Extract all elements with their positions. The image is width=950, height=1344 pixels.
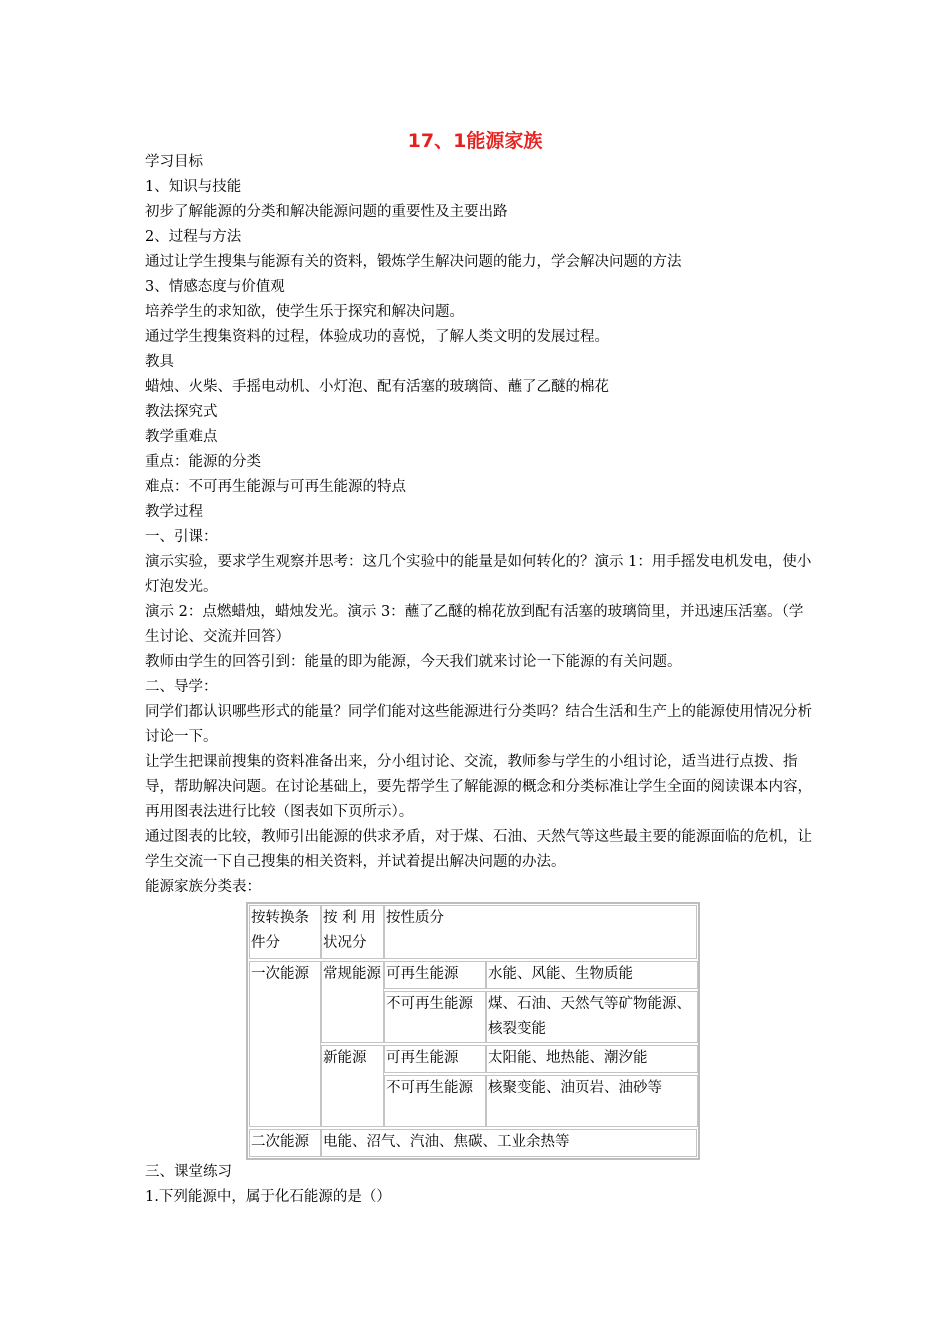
paragraph: 通过图表的比较，教师引出能源的供求矛盾，对于煤、石油、天然气等这些最主要的能源面临的危机，让学生交流一下自己搜集的相关资料，并试着提出解决问题的办法。 [145, 829, 812, 870]
paragraph: 一、引课： [145, 529, 218, 545]
paragraph: 教法探究式 [145, 404, 218, 420]
paragraph: 三、课堂练习 [145, 1164, 232, 1180]
paragraph: 演示 2：点燃蜡烛，蜡烛发光。演示 3：蘸了乙醚的棉花放到配有活塞的玻璃筒里，并迅速压活塞。（学生讨论、交流并回答） [145, 604, 804, 645]
paragraph: 通过学生搜集资料的过程，体验成功的喜悦，了解人类文明的发展过程。 [145, 329, 609, 345]
paragraph: 能源家族分类表： [145, 879, 261, 895]
renewable-label: 可再生能源 [384, 1045, 486, 1073]
paragraph: 初步了解能源的分类和解决能源问题的重要性及主要出路 [145, 204, 508, 220]
paragraph: 学习目标 [145, 154, 203, 170]
paragraph: 教学过程 [145, 504, 203, 520]
conventional-energy: 常规能源 [321, 961, 384, 1043]
nonrenewable-items: 核聚变能、油页岩、油砂等 [486, 1075, 698, 1127]
secondary-items: 电能、沼气、汽油、焦碳、工业余热等 [321, 1129, 697, 1157]
primary-energy: 一次能源 [249, 961, 321, 1127]
renewable-items: 水能、风能、生物质能 [486, 961, 698, 989]
paragraph: 难点：不可再生能源与可再生能源的特点 [145, 479, 406, 495]
paragraph: 通过让学生搜集与能源有关的资料，锻炼学生解决问题的能力，学会解决问题的方法 [145, 254, 682, 270]
paragraph: 1.下列能源中，属于化石能源的是（） [145, 1189, 391, 1205]
header-usage: 按 利 用状况分 [321, 905, 384, 959]
paragraph: 二、导学： [145, 679, 218, 695]
paragraph: 演示实验，要求学生观察并思考：这几个实验中的能量是如何转化的？演示 1：用手摇发电机发电，使小灯泡发光。 [145, 554, 812, 595]
header-conversion: 按转换条件分 [249, 905, 321, 959]
paragraph: 教具 [145, 354, 174, 370]
paragraph: 1、知识与技能 [145, 179, 242, 195]
paragraph: 重点：能源的分类 [145, 454, 261, 470]
nonrenewable-label: 不可再生能源 [384, 1075, 486, 1127]
header-nature: 按性质分 [384, 905, 697, 959]
paragraph: 2、过程与方法 [145, 229, 242, 245]
secondary-energy: 二次能源 [249, 1129, 321, 1157]
paragraph: 让学生把课前搜集的资料准备出来，分小组讨论、交流，教师参与学生的小组讨论，适当进行点拨、指导，帮助解决问题。在讨论基础上，要先帮学生了解能源的概念和分类标准让学生全面的阅读课本内容，再用图表法进行比较（图表如下页所示）。 [145, 754, 812, 820]
renewable-items: 太阳能、地热能、潮汐能 [486, 1045, 698, 1073]
nonrenewable-label: 不可再生能源 [384, 991, 486, 1043]
paragraph: 3、情感态度与价值观 [145, 279, 285, 295]
paragraph: 教学重难点 [145, 429, 218, 445]
renewable-label: 可再生能源 [384, 961, 486, 989]
paragraph: 同学们都认识哪些形式的能量？同学们能对这些能源进行分类吗？结合生活和生产上的能源使用情况分析讨论一下。 [145, 704, 812, 745]
energy-classification-table [246, 902, 700, 1160]
document-body [145, 150, 815, 1210]
paragraph: 培养学生的求知欲，使学生乐于探究和解决问题。 [145, 304, 464, 320]
paragraph: 蜡烛、火柴、手摇电动机、小灯泡、配有活塞的玻璃筒、蘸了乙醚的棉花 [145, 379, 609, 395]
nonrenewable-items: 煤、石油、天然气等矿物能源、核裂变能 [486, 991, 698, 1043]
paragraph: 教师由学生的回答引到：能量的即为能源，今天我们就来讨论一下能源的有关问题。 [145, 654, 682, 670]
document-title: 17、1能源家族 [407, 130, 543, 152]
new-energy: 新能源 [321, 1045, 384, 1127]
